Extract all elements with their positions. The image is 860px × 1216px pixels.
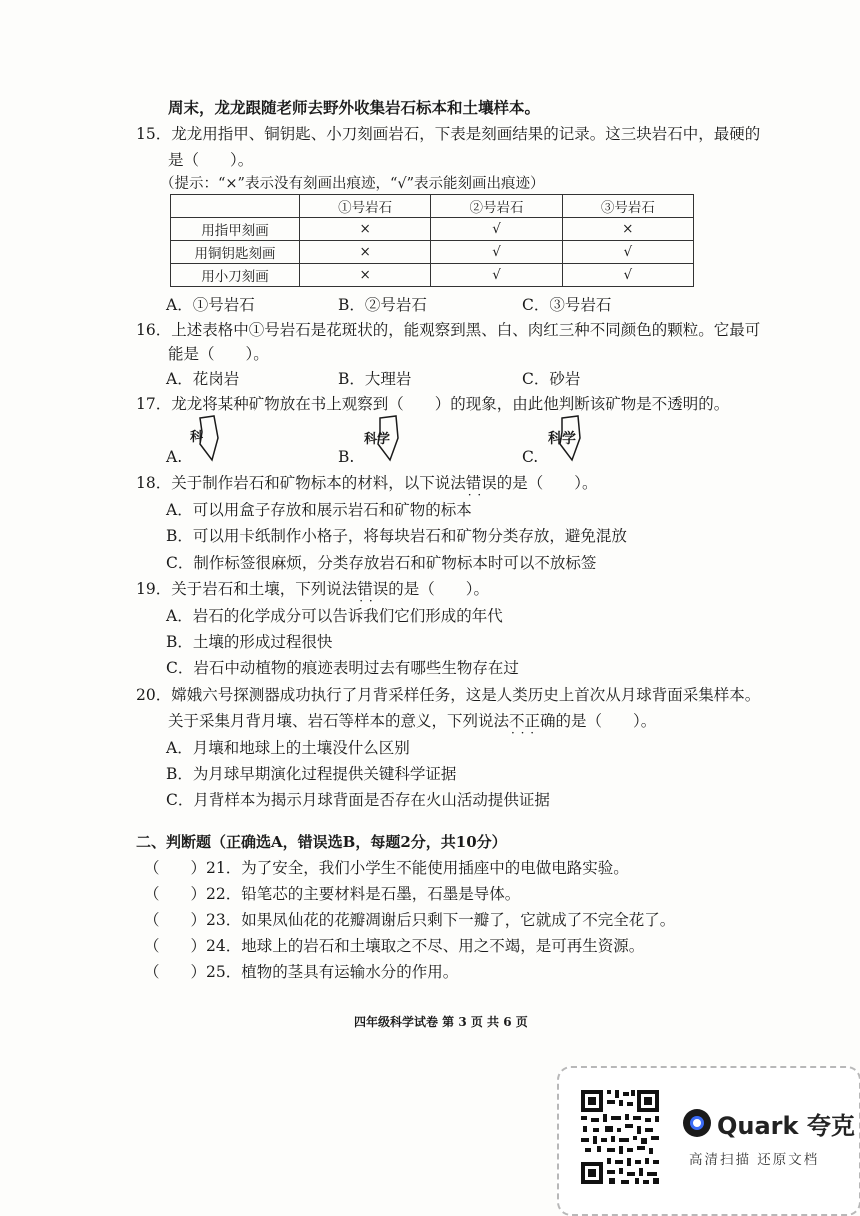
q18-option-a: A．可以用盒子存放和展示岩石和矿物的标本	[166, 501, 472, 519]
table-cell: 用小刀刻画	[171, 264, 300, 287]
q16-option-c: C．砂岩	[522, 370, 581, 388]
q19-text-pre: 19．关于岩石和土壤，下列说法	[136, 580, 358, 598]
rock-scratch-table	[170, 194, 694, 287]
q18-emphasis: 错误 · ·	[466, 473, 497, 493]
question-16-line2: 能是（ ）。	[168, 345, 269, 363]
question-20-line2	[168, 711, 656, 731]
q20-emphasis: 不正确 · · ·	[509, 711, 556, 731]
q18-option-b: B．可以用卡纸制作小格子，将每块岩石和矿物分类存放，避免混放	[166, 527, 627, 545]
table-row	[171, 264, 694, 287]
table-cell: √	[431, 241, 562, 264]
table-header-cell: ①号岩石	[300, 195, 431, 218]
q19-emphasis: 错误 · ·	[357, 579, 388, 599]
q17-option-c: C.	[522, 448, 539, 466]
table-cell: ×	[300, 264, 431, 287]
q19-option-c: C．岩石中动植物的痕迹表明过去有哪些生物存在过	[166, 659, 519, 677]
q20-option-a: A．月壤和地球上的土壤没什么区别	[166, 739, 410, 757]
q20-option-c: C．月背样本为揭示月球背面是否存在火山活动提供证据	[166, 791, 550, 809]
judgment-item-25: （ ）25．植物的茎具有运输水分的作用。	[144, 963, 459, 981]
table-cell: 用铜钥匙刻画	[171, 241, 300, 264]
q18-text-post: 的是（ ）。	[496, 474, 598, 492]
q19-option-a: A．岩石的化学成分可以告诉我们它们形成的年代	[166, 607, 503, 625]
quark-brand: Quark 夸克	[717, 1112, 855, 1140]
quark-tagline: 高清扫描 还原文档	[689, 1152, 820, 1168]
question-15-hint: （提示：“×”表示没有刻画出痕迹，“√”表示能刻画出痕迹）	[160, 176, 545, 192]
quark-watermark	[557, 1066, 860, 1216]
page-footer: 四年级科学试卷 第 3 页 共 6 页	[354, 1015, 528, 1029]
q19-option-b: B．土壤的形成过程很快	[166, 633, 333, 651]
mineral-picture-c-label: 科学	[548, 431, 576, 447]
q18-option-c: C．制作标签很麻烦，分类存放岩石和矿物标本时可以不放标签	[166, 554, 597, 572]
judgment-item-22: （ ）22．铅笔芯的主要材料是石墨，石墨是导体。	[144, 885, 521, 903]
mineral-picture-b-label: 科学	[364, 432, 391, 447]
judgment-item-21: （ ）21．为了安全，我们小学生不能使用插座中的电做电路实验。	[144, 859, 629, 877]
table-cell: √	[562, 264, 693, 287]
q17-option-b: B.	[338, 448, 355, 466]
section-intro: 周末，龙龙跟随老师去野外收集岩石标本和土壤样本。	[168, 98, 541, 117]
table-header-cell	[171, 195, 300, 218]
question-18-line1	[136, 473, 598, 493]
q15-option-a: A．①号岩石	[166, 296, 255, 314]
q16-option-a: A．花岗岩	[166, 370, 240, 388]
table-cell: ×	[300, 218, 431, 241]
q15-option-b: B．②号岩石	[338, 296, 427, 314]
question-16-line1: 16．上述表格中①号岩石是花斑状的，能观察到黑、白、肉红三种不同颜色的颗粒。它最可	[136, 321, 761, 339]
table-header-row	[171, 195, 694, 218]
question-15-line2: 是（ ）。	[168, 151, 254, 169]
section-2-heading: 二、判断题（正确选A，错误选B，每题2分，共10分）	[136, 833, 507, 851]
table-cell: √	[562, 241, 693, 264]
q15-option-c: C．③号岩石	[522, 296, 612, 314]
table-cell: √	[431, 264, 562, 287]
qr-code-icon	[579, 1088, 661, 1186]
quark-logo-icon	[682, 1108, 712, 1138]
q19-text-post: 的是（ ）。	[388, 580, 490, 598]
judgment-item-23: （ ）23．如果凤仙花的花瓣凋谢后只剩下一瓣了，它就成了不完全花了。	[144, 911, 676, 929]
table-header-cell: ③号岩石	[562, 195, 693, 218]
table-cell: ×	[300, 241, 431, 264]
table-header-cell: ②号岩石	[431, 195, 562, 218]
q18-text-pre: 18．关于制作岩石和矿物标本的材料，以下说法	[136, 474, 466, 492]
q20-text-pre: 关于采集月背月壤、岩石等样本的意义，下列说法	[168, 712, 510, 730]
mineral-picture-a-label: 科	[190, 430, 204, 445]
mineral-picture-a	[188, 414, 228, 466]
table-row	[171, 218, 694, 241]
question-20-line1: 20．嫦娥六号探测器成功执行了月背采样任务，这是人类历史上首次从月球背面采集样本。	[136, 686, 761, 704]
question-15-line1: 15．龙龙用指甲、铜钥匙、小刀刻画岩石，下表是刻画结果的记录。这三块岩石中，最硬的	[136, 125, 761, 143]
judgment-item-24: （ ）24．地球上的岩石和土壤取之不尽、用之不竭，是可再生资源。	[144, 937, 645, 955]
question-19-line1	[136, 579, 489, 599]
table-row	[171, 241, 694, 264]
mineral-picture-c	[546, 414, 590, 466]
q17-option-a: A.	[166, 448, 183, 466]
q20-option-b: B．为月球早期演化过程提供关键科学证据	[166, 765, 457, 783]
table-cell: √	[431, 218, 562, 241]
q20-text-post: 的是（ ）。	[555, 712, 657, 730]
mineral-picture-b	[362, 414, 406, 466]
q16-option-b: B．大理岩	[338, 370, 412, 388]
table-cell: ×	[562, 218, 693, 241]
table-cell: 用指甲刻画	[171, 218, 300, 241]
question-17-line1: 17．龙龙将某种矿物放在书上观察到（ ）的现象，由此他判断该矿物是不透明的。	[136, 395, 730, 413]
